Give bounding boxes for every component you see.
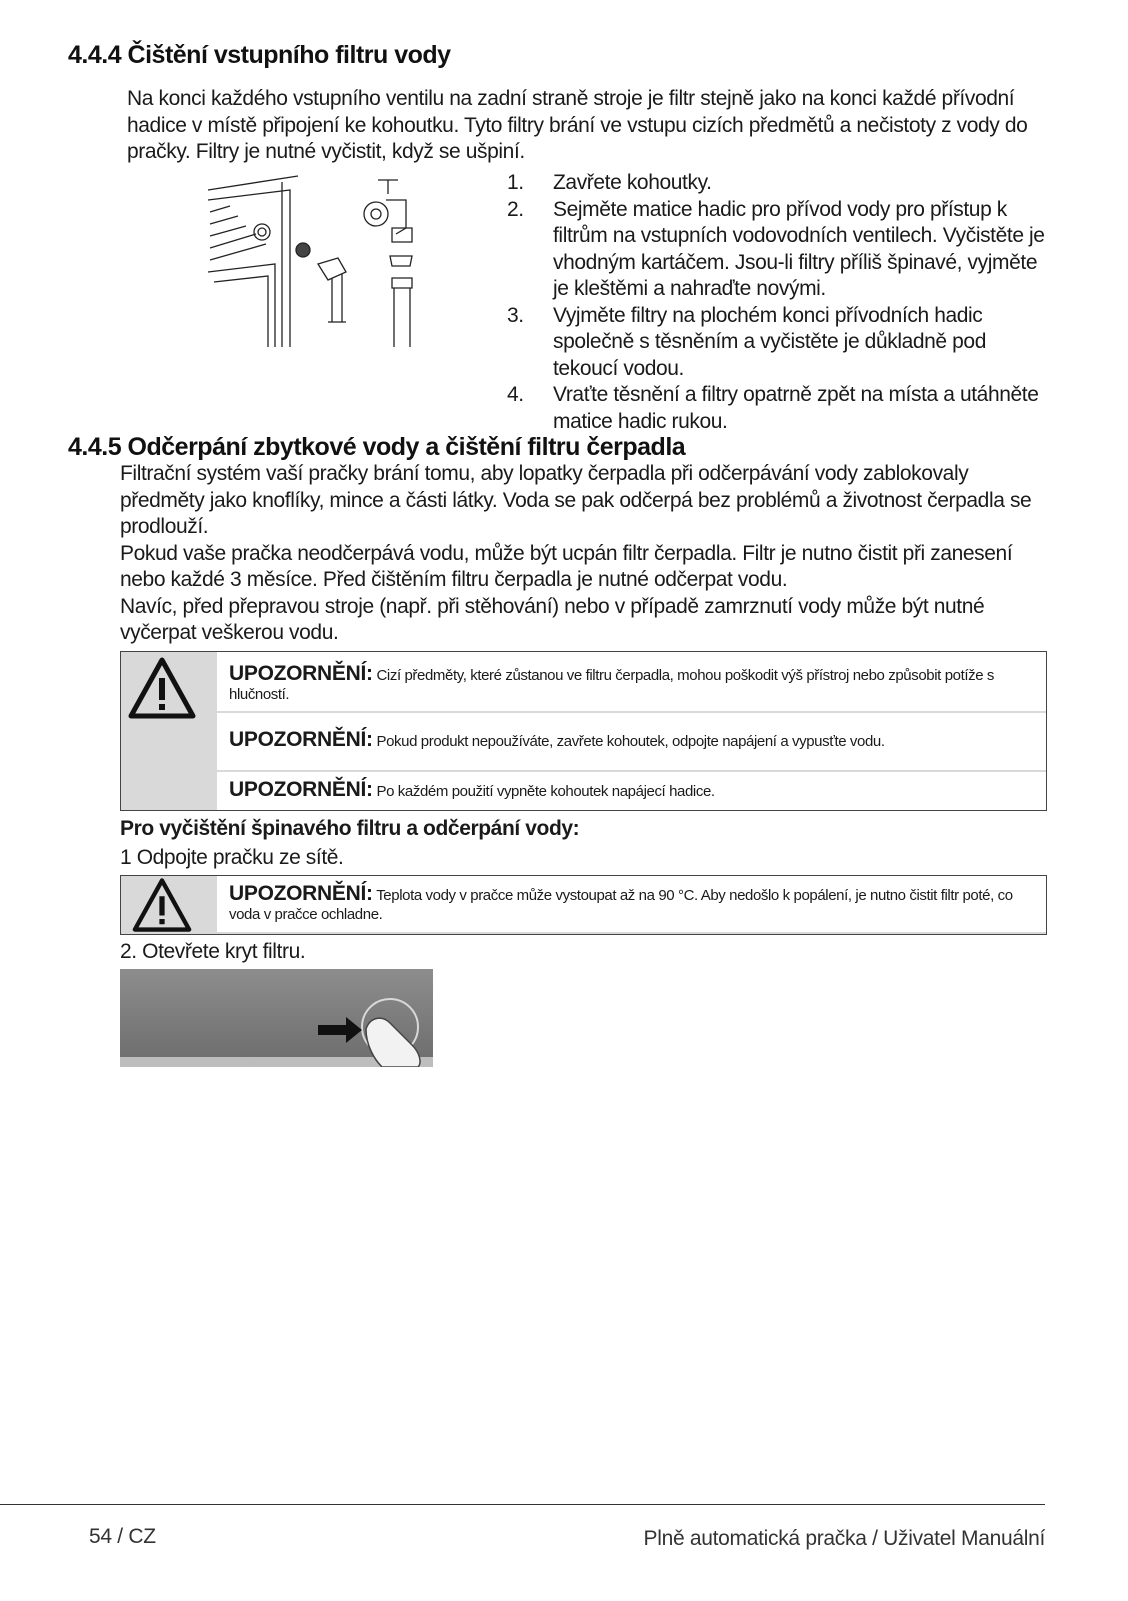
step-open-cover: 2. Otevřete kryt filtru. xyxy=(120,940,306,963)
warning-row: UPOZORNĚNÍ: Teplota vody v pračce může vystoupat až na 90 °C. Aby nedošlo k popálení, je nutno čistit filtr poté, co voda v pračce ochladne. xyxy=(217,876,1046,932)
warning-row: UPOZORNĚNÍ: Pokud produkt nepoužíváte, zavřete kohoutek, odpojte napájení a vypusťte vodu. xyxy=(217,713,1046,770)
warning-box-temperature xyxy=(120,875,1047,935)
section-title-pump-filter: 4.4.5 Odčerpání zbytkové vody a čištění filtru čerpadla xyxy=(68,433,686,461)
subheading-clean-filter: Pro vyčištění špinavého filtru a odčerpání vody: xyxy=(120,817,580,840)
list-item: 4. Vraťte těsnění a filtry opatrně zpět na místa a utáhněte matice hadic rukou. xyxy=(507,383,1039,433)
warning-row: UPOZORNĚNÍ: Cizí předměty, které zůstanou ve filtru čerpadla, mohou poškodit výš přístroj nebo způsobit potíže s hlučností. xyxy=(217,652,1046,711)
inlet-filter-intro: Na konci každého vstupního ventilu na zadní straně stroje je filtr stejně jako na konci každé přívodní hadice v místě připojení ke kohoutku. Tyto filtry brání ve vstupu cizích předmětů a nečistoty z vody do pračky. Filtry je nutné vyčistit, když se ušpiní. xyxy=(127,87,1028,163)
pump-filter-body: Filtrační systém vaší pračky brání tomu, aby lopatky čerpadla při odčerpávání vody zablokovaly předměty jako knoflíky, mince a části látky. Voda se pak odčerpá bez problémů a životnost čerpadla se prodlouží. Pokud vaše pračka neodčerpává vodu, může být ucpán filtr čerpadla. Filtr je nutno čistit při zanesení nebo každé 3 měsíce. Před čištěním filtru čerpadla je nutné odčerpat vodu. Navíc, před přepravou stroje (např. při stěhování) nebo v případě zamrznutí vody může být nutné vyčerpat veškerou vodu. xyxy=(120,462,1032,644)
list-item: 1. Zavřete kohoutky. xyxy=(507,171,712,194)
document-title: Plně automatická pračka / Uživatel Manuální xyxy=(643,1527,1045,1550)
inlet-filter-illustration xyxy=(200,172,420,350)
page-number: 54 / CZ xyxy=(89,1525,156,1548)
list-item: 3. Vyjměte filtry na plochém konci přívodních hadic společně s těsněním a vyčistěte je důkladně pod tekoucí vodou. xyxy=(507,303,986,380)
warning-triangle-icon xyxy=(127,877,197,933)
warning-triangle-icon xyxy=(127,656,197,720)
list-item: 2. Sejměte matice hadic pro přívod vody pro přístup k filtrům na vstupních vodovodních ventilech. Vyčistěte je vhodným kartáčem. Jsou-li filtry příliš špinavé, vyjměte je kleštěmi a nahraďte novými. xyxy=(507,197,1045,300)
inlet-filter-steps xyxy=(507,170,1052,435)
filter-cover-illustration xyxy=(120,969,433,1067)
footer-divider xyxy=(0,1504,1045,1505)
warning-row: UPOZORNĚNÍ: Po každém použití vypněte kohoutek napájecí hadice. xyxy=(217,772,1046,810)
section-title-inlet-filter: 4.4.4 Čištění vstupního filtru vody xyxy=(68,41,451,69)
warning-box-pump xyxy=(120,651,1047,811)
step-unplug: 1 Odpojte pračku ze sítě. xyxy=(120,846,344,869)
